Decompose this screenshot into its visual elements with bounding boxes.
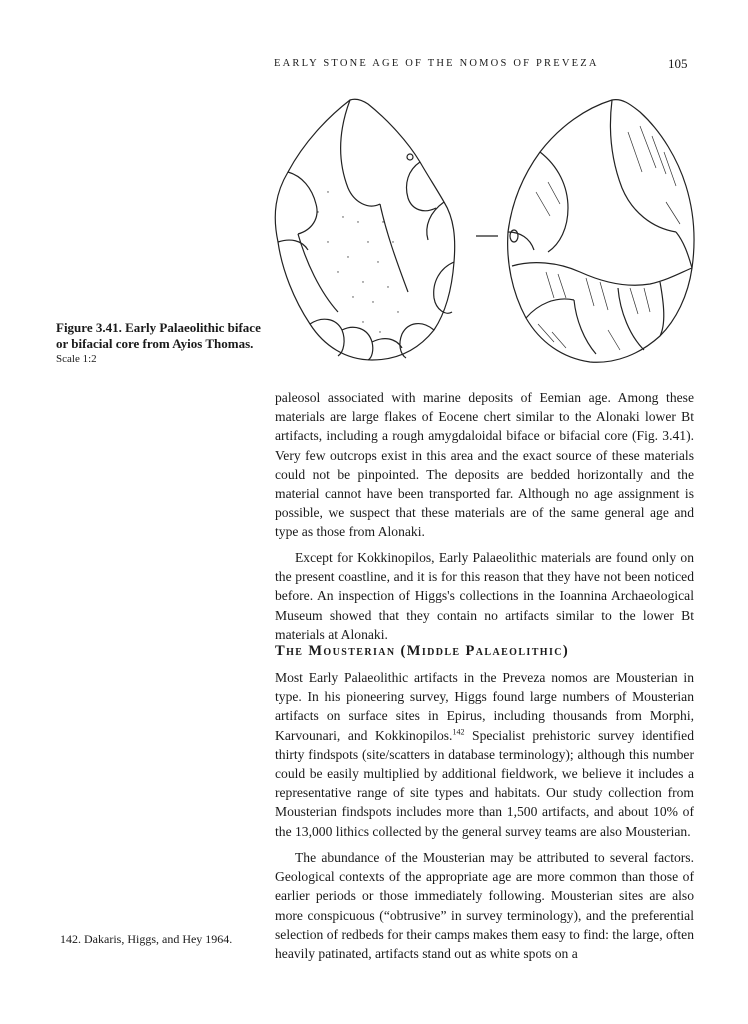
paragraph-text: Specialist prehistoric survey identified thirty findspots (site/scatters in database terminology); although this number could be easily multiplied by additional fieldwork, we believe it includes a representative range of site types and habitats. Our study collection from Mousterian findspots includes more than 1,500 artifacts, and about 10% of the 13,000 lithics collected by the general survey teams are also Mousterian. (275, 727, 694, 839)
biface-face-left (275, 99, 454, 360)
body-paragraph: paleosol associated with marine deposits of Eemian age. Among these materials are large flakes of Eocene chert similar to the Alonaki lower Bt artifacts, including a rough amygdaloidal biface or bifacial core (Fig. 3.41). Very few outcrops exist in this area and the exact source of these materials could not be pinpointed. The deposits are bedded horizontally and the material cannot have been transported far. Although no age assignment is possible, we suspect that these materials are of the same general age and type as those from Alonaki. (275, 390, 694, 540)
biface-face-right (508, 100, 694, 363)
paragraph-text: Most Early Palaeolithic artifacts in the Preveza nomos are Mousterian in type. In his pioneering survey, Higgs found large numbers of Mousterian artifacts on surface sites in Epirus, including thousands from Morphi, Karvounari, and Kokkinopilos. (275, 670, 694, 743)
section-heading: The Mousterian (Middle Palaeolithic) (275, 643, 570, 659)
page-number: 105 (668, 56, 688, 71)
caption-scale: Scale 1:2 (56, 353, 97, 365)
running-head: EARLY STONE AGE OF THE NOMOS OF PREVEZA (274, 58, 599, 69)
figure-caption (56, 320, 261, 366)
footnote: 142. Dakaris, Higgs, and Hey 1964. (60, 932, 233, 946)
body-paragraph: The abundance of the Mousterian may be attributed to several factors. Geological contexts of the appropriate age are more common than those of earlier periods or those immediately following. Mousterian sites are also more conspicuous (“obtrusive” in survey terminology), and the preferential selection of redbeds for their camps makes them easy to find: the large, often heavily patinated, artifacts stand out as white spots on a (275, 850, 694, 962)
footnote-marker[interactable]: 142 (452, 727, 465, 737)
caption-title: Figure 3.41. Early Palaeolithic biface or bifacial core from Ayios Thomas. (56, 320, 261, 351)
body-paragraph (275, 668, 694, 841)
biface-drawing (268, 92, 700, 378)
body-paragraph: Except for Kokkinopilos, Early Palaeolithic materials are found only on the present coastline, and it is for this reason that they have not been noticed before. An inspection of Higgs's collections in the Ioannina Archaeological Museum showed that they contain no artifacts similar to the lower Bt materials at Alonaki. (275, 550, 694, 642)
